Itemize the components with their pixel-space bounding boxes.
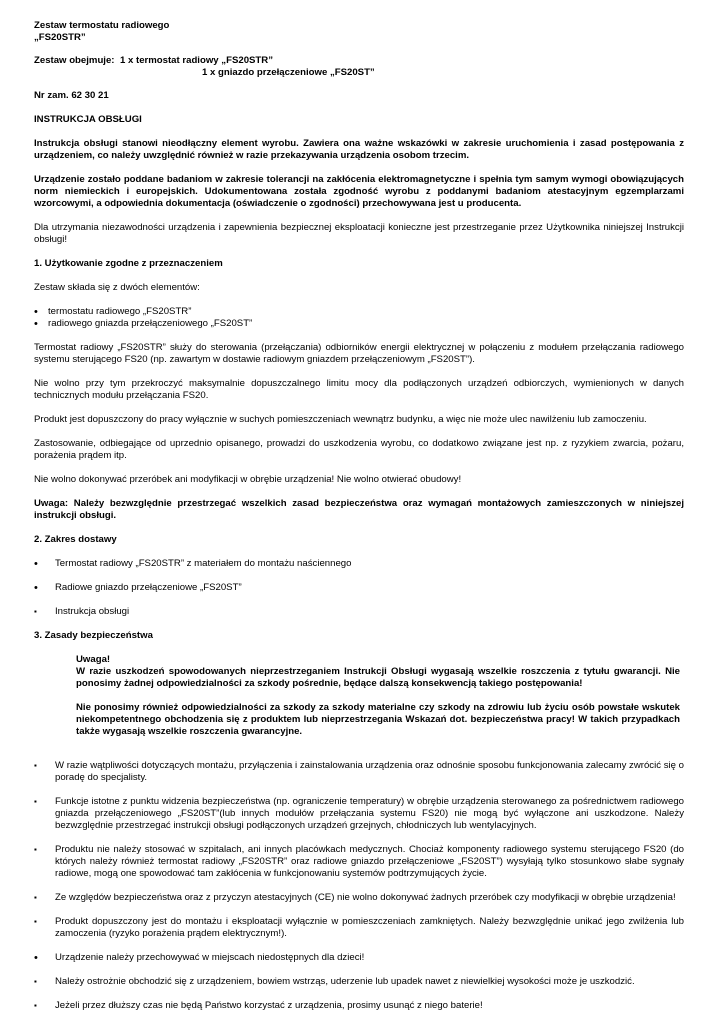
bullet-icon (34, 318, 46, 331)
bullet-icon (34, 558, 46, 571)
intro-paragraph-3: Dla utrzymania niezawodności urządzenia i zapewnienia bezpiecznej eksploatacji konieczne jest przestrzeganie przez Użytkownika niniejszej Instrukcji obsługi! (34, 222, 684, 245)
list-item: • Urządzenie należy przechowywać w miejscach niedostępnych dla dzieci! (34, 952, 684, 964)
title-line-2: „FS20STR” (34, 32, 86, 43)
intro-paragraph-1: Instrukcja obsługi stanowi nieodłączny element wyrobu. Zawiera ona ważne wskazówki w zakresie uruchomienia i zasad postępowania z urządzeniem, co należy uwzględnić również w razie przekazywania urządzenia osobom trzecim. (34, 138, 684, 161)
safety-warning-paragraph-2: Nie ponosimy również odpowiedzialności za szkody za szkody materialne czy szkody na zdrowiu lub życiu osób powstałe wskutek niekompetentnego obchodzenia się z produktem lub nieprzestrzegania Wskazań dot. bezpieczeństwa pracy! W takich przypadkach także wygasają wszelkie roszczenia gwarancyjne. (76, 702, 680, 737)
section-1-heading: 1. Użytkowanie zgodne z przeznaczeniem (34, 258, 223, 269)
document-page (34, 20, 684, 1012)
list-item: • termostatu radiowego „FS20STR” (34, 306, 684, 318)
list-item: • Termostat radiowy „FS20STR” z materiałem do montażu naściennego (34, 558, 684, 570)
kit-contents-item-2: 1 x gniazdo przełączeniowe „FS20ST” (202, 67, 375, 78)
list-item: • Radiowe gniazdo przełączeniowe „FS20ST” (34, 582, 684, 594)
safety-warning-box (76, 654, 680, 738)
document-title (34, 20, 684, 44)
section-1-paragraph-1: Termostat radiowy „FS20STR” służy do sterowania (przełączania) odbiorników energii elektrycznej w połączeniu z modułem przełączania radiowego systemu sterującego FS20 (np. zawartym w dostawie radiowym gniazdem przełączeniowym „FS20ST”). (34, 342, 684, 365)
kit-contents-item-1: 1 x termostat radiowy „FS20STR” (120, 55, 274, 66)
square-bullet-icon (34, 892, 46, 904)
section-1-paragraph-5: Nie wolno dokonywać przeróbek ani modyfikacji w obrębie urządzenia! Nie wolno otwierać obudowy! (34, 474, 462, 485)
list-item: ▪ Należy ostrożnie obchodzić się z urządzeniem, bowiem wstrząs, uderzenie lub upadek nawet z niewielkiej wysokości może je uszkodzić. (34, 976, 684, 988)
section-2-heading: 2. Zakres dostawy (34, 534, 117, 545)
square-bullet-icon (34, 606, 46, 618)
square-bullet-icon (34, 760, 46, 772)
list-item: ▪ W razie wątpliwości dotyczących montażu, przyłączenia i zainstalowania urządzenia oraz odnośnie sposobu funkcjonowania zalecamy zwrócić się o poradę do specjalisty. (34, 760, 684, 784)
kit-contents-label: Zestaw obejmuje: (34, 55, 115, 66)
section-1-lead: Zestaw składa się z dwóch elementów: (34, 282, 200, 293)
list-item: ▪ Instrukcja obsługi (34, 606, 684, 618)
kit-contents (34, 55, 684, 79)
safety-warning-paragraph-1: W razie uszkodzeń spowodowanych nieprzestrzeganiem Instrukcji Obsługi wygasają wszelkie roszczenia z tytułu gwarancji. Nie ponosimy żadnej odpowiedzialności za szkody pośrednie, będące dalszą konsekwencją takiego postępowania! (76, 666, 680, 689)
list-item: ▪ Produktu nie należy stosować w szpitalach, ani innych placówkach medycznych. Chociaż komponenty radiowego systemu sterującego FS20 (do których należy również termostat radiowy „FS20STR” oraz radiowe gniazdo przełączeniowe „FS20ST”) wysyłają tylko stosunkowo słabe sygnały radiowe, mogą one spowodować tam zakłócenia w funkcjonowaniu systemów podtrzymujących życie. (34, 844, 684, 880)
square-bullet-icon (34, 976, 46, 988)
manual-heading: INSTRUKCJA OBSŁUGI (34, 114, 142, 125)
square-bullet-icon (34, 796, 46, 808)
title-line-1: Zestaw termostatu radiowego (34, 20, 170, 31)
list-item: ▪ Produkt dopuszczony jest do montażu i eksploatacji wyłącznie w pomieszczeniach zamkniętych. Należy bezwzględnie unikać jego zwilżenia lub zamoczenia (ryzyko porażenia prądem elektrycznym!). (34, 916, 684, 940)
section-1-list (34, 306, 684, 330)
safety-warning-title: Uwaga! (76, 654, 111, 665)
bullet-icon (34, 952, 46, 965)
square-bullet-icon (34, 916, 46, 928)
section-1-paragraph-3: Produkt jest dopuszczony do pracy wyłącznie w suchych pomieszczeniach wewnątrz budynku, a więc nie może ulec nawilżeniu lub zamoczeniu. (34, 414, 647, 425)
square-bullet-icon (34, 844, 46, 856)
list-item: ▪ Jeżeli przez dłuższy czas nie będą Państwo korzystać z urządzenia, prosimy usunąć z niego baterie! (34, 1000, 684, 1012)
section-3-heading: 3. Zasady bezpieczeństwa (34, 630, 153, 641)
square-bullet-icon (34, 1000, 46, 1012)
bullet-icon (34, 582, 46, 595)
intro-paragraph-2: Urządzenie zostało poddane badaniom w zakresie tolerancji na zakłócenia elektromagnetyczne i spełnia tym samym wymogi obowiązujących norm niemieckich i europejskich. Udokumentowana została zgodność wyrobu z poddanymi badaniom atestacyjnym egzemplarzami wzorcowymi, a odpowiednia dokumentacja (oświadczenie o zgodności) przechowywana jest u producenta. (34, 174, 684, 209)
section-1-paragraph-2: Nie wolno przy tym przekroczyć maksymalnie dopuszczalnego limitu mocy dla podłączonych urządzeń odbiorczych, wymienionych w danych technicznych modułu przełączania FS20. (34, 378, 684, 401)
order-number: Nr zam. 62 30 21 (34, 90, 109, 101)
list-item: ▪ Funkcje istotne z punktu widzenia bezpieczeństwa (np. ograniczenie temperatury) w obrębie urządzenia sterowanego za pośrednictwem radiowego gniazda przełączeniowego „FS20ST”(lub innych modułów przełączania systemu FS20) nie mogą być wyłączone ani uszkodzone. Należy bezwzględnie przestrzegać instrukcji obsługi podłączonych urządzeń grzejnych, chłodniczych lub wentylacyjnych. (34, 796, 684, 832)
list-item: ▪ Ze względów bezpieczeństwa oraz z przyczyn atestacyjnych (CE) nie wolno dokonywać żadnych przeróbek czy modyfikacji w obrębie urządzenia! (34, 892, 684, 904)
section-1-warning: Uwaga: Należy bezwzględnie przestrzegać wszelkich zasad bezpieczeństwa oraz wymagań montażowych zamieszczonych w niniejszej instrukcji obsługi. (34, 498, 684, 521)
section-1-paragraph-4: Zastosowanie, odbiegające od uprzednio opisanego, prowadzi do uszkodzenia wyrobu, co dodatkowo związane jest np. z ryzykiem zwarcia, pożaru, porażenia prądem itp. (34, 438, 684, 461)
list-item: • radiowego gniazda przełączeniowego „FS20ST” (34, 318, 684, 330)
